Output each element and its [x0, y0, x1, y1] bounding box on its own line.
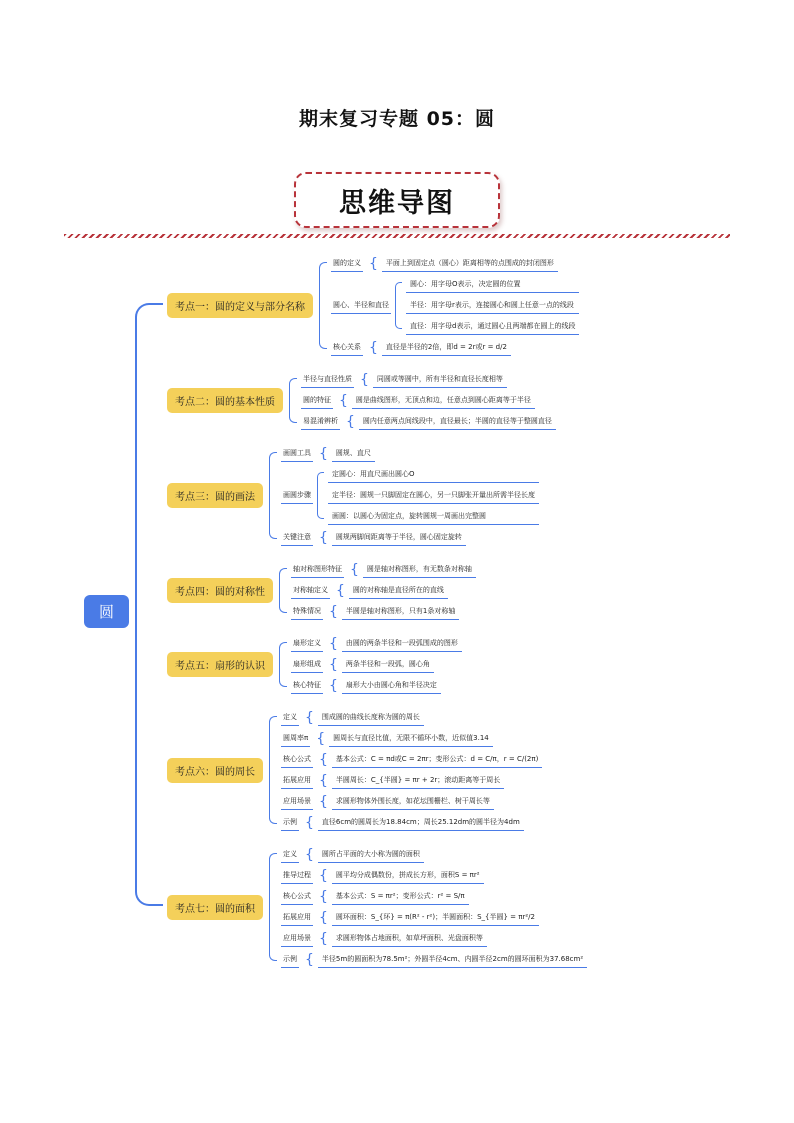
item-value: 圆所占平面的大小称为圆的面积: [318, 846, 424, 863]
item-row: [281, 793, 542, 810]
item-value: 定圆心：用直尺画出圆心O: [328, 466, 539, 483]
item-label: 推导过程: [281, 867, 313, 884]
brace-icon: {: [339, 392, 348, 409]
item-label: 圆的定义: [331, 255, 363, 272]
item-label: 核心特征: [291, 677, 323, 694]
divider: [64, 234, 730, 238]
page-title: 期末复习专题 05：圆: [298, 108, 496, 130]
item-label: 对称轴定义: [291, 582, 330, 599]
topic-branch: [167, 846, 587, 968]
item-row: [331, 339, 579, 356]
brace-icon: {: [369, 255, 378, 272]
item-row: [281, 730, 542, 747]
item-row: [331, 255, 579, 272]
item-label: 特殊情况: [291, 603, 323, 620]
brace-icon: {: [319, 888, 328, 905]
topic-node: 考点三：圆的画法: [167, 483, 263, 508]
item-row: [291, 561, 476, 578]
item-value: 求圆形物体外围长度，如花坛围栅栏、树干周长等: [332, 793, 494, 810]
brace-icon: {: [369, 339, 378, 356]
topic-bracket: [269, 716, 277, 824]
item-value: 圆规、直尺: [332, 445, 375, 462]
topic-list: [167, 255, 587, 968]
item-value: 围成圆的曲线长度称为圆的周长: [318, 709, 424, 726]
item-row: [291, 582, 476, 599]
brace-icon: {: [319, 930, 328, 947]
topic-node: 考点六：圆的周长: [167, 758, 263, 783]
item-row: [281, 772, 542, 789]
item-value: 圆平均分成偶数份，拼成长方形，面积S = πr²: [332, 867, 484, 884]
item-value: 同圆或等圆中，所有半径和直径长度相等: [373, 371, 507, 388]
item-row: [281, 814, 542, 831]
brace-icon: {: [319, 793, 328, 810]
topic-node: 考点七：圆的面积: [167, 895, 263, 920]
item-row: [281, 909, 587, 926]
topic-branch: [167, 371, 587, 430]
brace-icon: {: [319, 751, 328, 768]
item-row: [301, 413, 556, 430]
item-row: [281, 751, 542, 768]
brace-icon: {: [305, 709, 314, 726]
brace-icon: {: [350, 561, 359, 578]
item-list: [291, 561, 476, 620]
brace-icon: {: [319, 529, 328, 546]
item-list: [281, 846, 587, 968]
item-label: 定义: [281, 709, 299, 726]
topic-node: 考点五：扇形的认识: [167, 652, 273, 677]
item-label: 示例: [281, 951, 299, 968]
brace-icon: {: [319, 445, 328, 462]
item-value: 直径：用字母d表示，通过圆心且两端都在圆上的线段: [406, 318, 579, 335]
item-label: 扇形定义: [291, 635, 323, 652]
mind-map: [84, 255, 784, 968]
item-value: 求圆形物体占地面积，如草坪面积、光盘面积等: [332, 930, 487, 947]
topic-branch: [167, 255, 587, 356]
brace-icon: {: [329, 656, 338, 673]
item-label: 圆的特征: [301, 392, 333, 409]
item-list: [291, 635, 462, 694]
sub-value-list: [328, 466, 539, 525]
item-row: [281, 445, 539, 462]
item-row: [331, 276, 579, 335]
item-row: [281, 867, 587, 884]
item-label: 核心关系: [331, 339, 363, 356]
item-value: 由圆的两条半径和一段弧围成的图形: [342, 635, 462, 652]
item-label: 画圆工具: [281, 445, 313, 462]
item-value: 基本公式：S = πr²；变形公式：r² = S/π: [332, 888, 469, 905]
item-value: 基本公式：C = πd或C = 2πr；变形公式：d = C/π，r = C/(2π): [332, 751, 542, 768]
sub-bracket: [317, 472, 324, 519]
item-value: 圆环面积：S_{环} = π(R² - r²)；半圆面积：S_{半圆} = πr²/2: [332, 909, 539, 926]
item-label: 半径与直径性质: [301, 371, 354, 388]
item-row: [281, 888, 587, 905]
item-label: 关键注意: [281, 529, 313, 546]
item-value: 圆内任意两点间线段中，直径最长；半圆的直径等于整圆直径: [359, 413, 556, 430]
item-list: [331, 255, 579, 356]
item-label: 应用场景: [281, 793, 313, 810]
item-list: [301, 371, 556, 430]
brace-icon: {: [360, 371, 369, 388]
item-row: [301, 392, 556, 409]
item-row: [281, 529, 539, 546]
item-row: [281, 951, 587, 968]
brace-icon: {: [346, 413, 355, 430]
item-value: 扇形大小由圆心角和半径决定: [342, 677, 441, 694]
item-row: [281, 709, 542, 726]
item-value: 直径6cm的圆周长为18.84cm；周长25.12dm的圆半径为4dm: [318, 814, 524, 831]
item-label: 核心公式: [281, 888, 313, 905]
root-bracket: [135, 303, 163, 906]
item-value: 半圆周长：C_{半圆} = πr + 2r；滚动距离等于周长: [332, 772, 504, 789]
item-value: 圆的对称轴是直径所在的直线: [349, 582, 448, 599]
topic-bracket: [319, 262, 327, 349]
brace-icon: {: [319, 867, 328, 884]
item-value: 平面上到固定点（圆心）距离相等的点围成的封闭图形: [382, 255, 558, 272]
item-label: 应用场景: [281, 930, 313, 947]
brace-icon: {: [329, 603, 338, 620]
brace-icon: {: [305, 951, 314, 968]
topic-bracket: [269, 452, 277, 539]
item-row: [281, 846, 587, 863]
item-value: 圆是轴对称图形，有无数条对称轴: [363, 561, 476, 578]
mindmap-banner: 思维导图: [294, 172, 500, 228]
item-value: 圆心：用字母O表示，决定圆的位置: [406, 276, 579, 293]
item-label: 圆心、半径和直径: [331, 297, 391, 314]
item-value: 圆是曲线图形，无顶点和边，任意点到圆心距离等于半径: [352, 392, 535, 409]
item-label: 示例: [281, 814, 299, 831]
sub-value-list: [406, 276, 579, 335]
item-row: [291, 603, 476, 620]
item-label: 定义: [281, 846, 299, 863]
item-label: 轴对称图形特征: [291, 561, 344, 578]
item-value: 定半径：圆规一只脚固定在圆心，另一只脚张开量出所需半径长度: [328, 487, 539, 504]
item-value: 圆周长与直径比值，无限不循环小数，近似值3.14: [329, 730, 493, 747]
brace-icon: {: [319, 772, 328, 789]
item-value: 半径：用字母r表示，连接圆心和圆上任意一点的线段: [406, 297, 579, 314]
item-label: 画圆步骤: [281, 487, 313, 504]
item-list: [281, 709, 542, 831]
item-row: [281, 466, 539, 525]
item-row: [281, 930, 587, 947]
brace-icon: {: [336, 582, 345, 599]
item-label: 核心公式: [281, 751, 313, 768]
item-row: [291, 656, 462, 673]
brace-icon: {: [329, 635, 338, 652]
item-label: 拓展应用: [281, 909, 313, 926]
topic-branch: [167, 561, 587, 620]
topic-bracket: [289, 378, 297, 423]
item-row: [301, 371, 556, 388]
item-label: 扇形组成: [291, 656, 323, 673]
brace-icon: {: [319, 909, 328, 926]
brace-icon: {: [305, 814, 314, 831]
topic-branch: [167, 635, 587, 694]
item-value: 两条半径和一段弧，圆心角: [342, 656, 434, 673]
brace-icon: {: [305, 846, 314, 863]
topic-branch: [167, 709, 587, 831]
root-node: 圆: [84, 595, 129, 628]
item-value: 半径5m的圆面积为78.5m²；外圆半径4cm、内圆半径2cm的圆环面积为37.68cm²: [318, 951, 587, 968]
item-list: [281, 445, 539, 546]
item-row: [291, 635, 462, 652]
topic-node: 考点二：圆的基本性质: [167, 388, 283, 413]
item-value: 画圆：以圆心为固定点，旋转圆规一周画出完整圆: [328, 508, 539, 525]
item-label: 圆周率π: [281, 730, 310, 747]
item-row: [291, 677, 462, 694]
item-label: 拓展应用: [281, 772, 313, 789]
item-value: 圆规两脚间距离等于半径，圆心固定旋转: [332, 529, 466, 546]
topic-bracket: [279, 568, 287, 613]
item-label: 易混淆辨析: [301, 413, 340, 430]
sub-bracket: [395, 282, 402, 329]
brace-icon: {: [316, 730, 326, 747]
topic-bracket: [269, 853, 277, 961]
topic-bracket: [279, 642, 287, 687]
item-value: 直径是半径的2倍，即d = 2r或r = d/2: [382, 339, 511, 356]
brace-icon: {: [329, 677, 338, 694]
topic-node: 考点四：圆的对称性: [167, 578, 273, 603]
topic-node: 考点一：圆的定义与部分名称: [167, 293, 313, 318]
item-value: 半圆是轴对称图形，只有1条对称轴: [342, 603, 459, 620]
topic-branch: [167, 445, 587, 546]
